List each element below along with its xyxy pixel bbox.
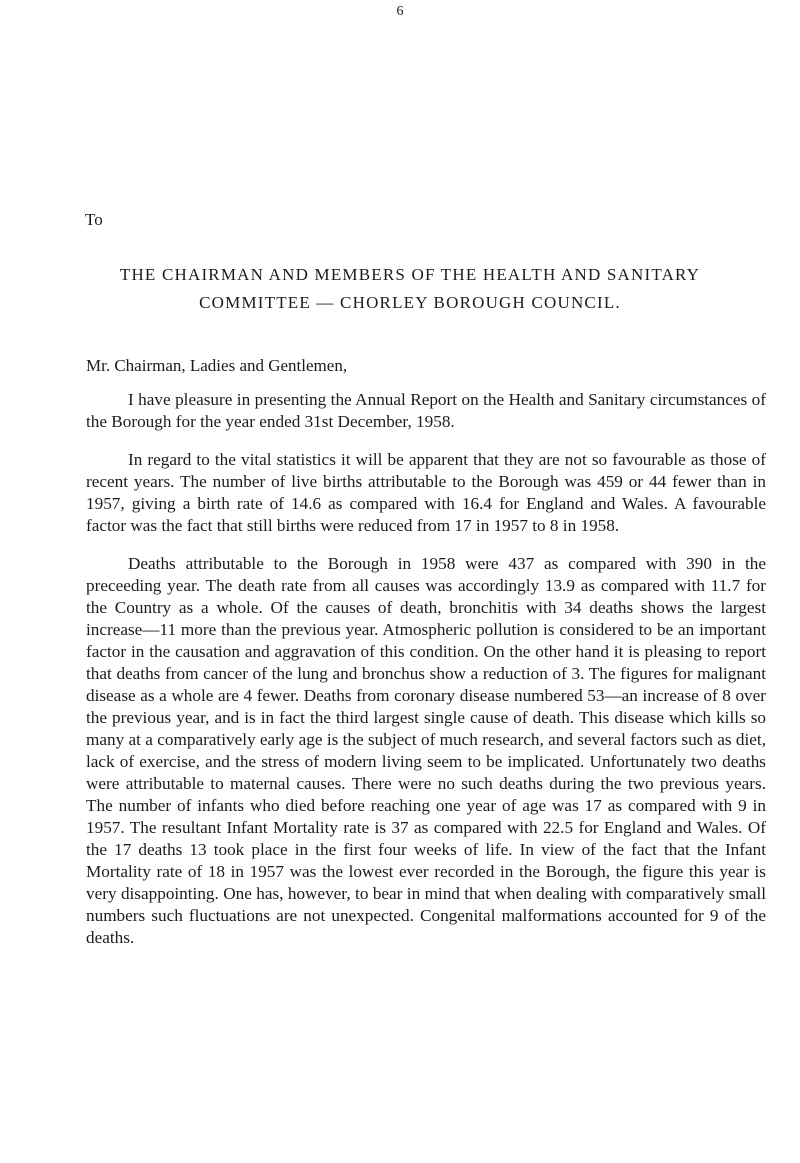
heading-line-1: THE CHAIRMAN AND MEMBERS OF THE HEALTH AND SANITARY xyxy=(119,265,701,284)
heading-line-2: COMMITTEE — CHORLEY BOROUGH COUNCIL. xyxy=(199,293,621,312)
salutation: Mr. Chairman, Ladies and Gentlemen, xyxy=(86,356,348,375)
addressee-to: To xyxy=(85,210,103,229)
paragraph-deaths: Deaths attributable to the Borough in 1958 were 437 as compared with 390 in the preceeding year. The death rate from all causes was accordingly 13.9 as compared with 11.7 for the Country as a whole. Of the causes of death, bronchitis with 34 deaths shows the largest increase—11 more than the previous year. Atmospheric pollution is considered to be an important factor in the causation and aggravation of this condition. On the other hand it is pleasing to report that deaths from cancer of the lung and bronchus show a reduction of 3. The figures for malignant disease as a whole are 4 fewer. Deaths from coronary disease numbered 53—an increase of 8 over the previous year, and is in fact the third largest single cause of death. This disease which kills so many at a comparatively early age is the subject of much research, and several factors such as diet, lack of exercise, and the stress of modern living seem to be implicated. Unfortunately two deaths were attributable to maternal causes. There were no such deaths during the two previous years. The number of infants who died before reaching one year of age was 17 as compared with 9 in 1957. The resultant Infant Mortality rate is 37 as compared with 22.5 for England and Wales. Of the 17 deaths 13 took place in the first four weeks of life. In view of the fact that the Infant Mortality rate of 18 in 1957 was the lowest ever recorded in the Borough, the figure this year is very disappointing. One has, however, to bear in mind that when dealing with comparatively small numbers such fluctuations are not unexpected. Congenital malformations accounted for 9 of the deaths. xyxy=(86,554,766,947)
paragraph-introduction: I have pleasure in presenting the Annual Report on the Health and Sanitary circumstances of the Borough for the year ended 31st December, 1958. xyxy=(86,390,766,431)
paragraph-births: In regard to the vital statistics it will be apparent that they are not so favourable as those of recent years. The number of live births attributable to the Borough was 459 or 44 fewer than in 1957, giving a birth rate of 14.6 as compared with 16.4 for England and Wales. A favourable factor was the fact that still births were reduced from 17 in 1957 to 8 in 1958. xyxy=(86,450,766,535)
committee-heading xyxy=(60,261,760,317)
report-body xyxy=(86,389,766,965)
page-number: 6 xyxy=(396,4,404,19)
